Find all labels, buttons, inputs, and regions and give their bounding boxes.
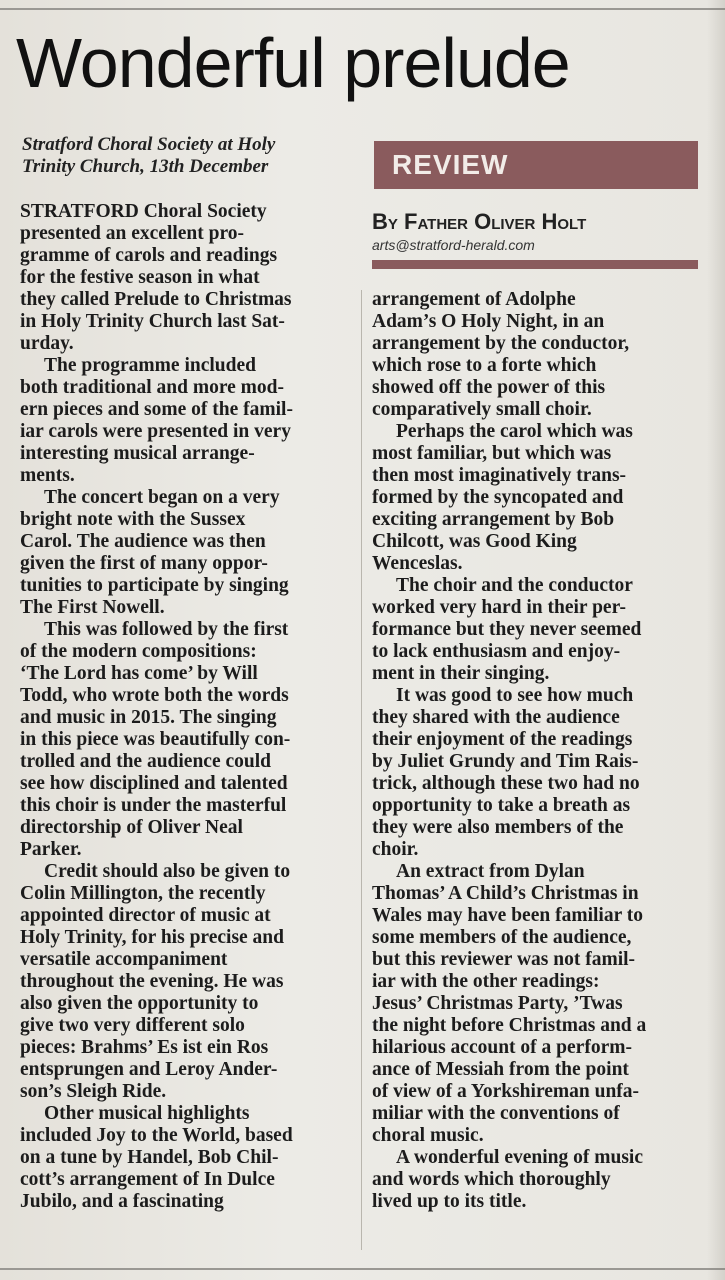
text-line: in this piece was beautifully con- (20, 729, 291, 750)
text-line: and words which thoroughly (372, 1169, 611, 1190)
article-column-left (20, 201, 355, 1213)
text-line: ment in their singing. (372, 663, 550, 684)
text-line: formance but they never seemed (372, 619, 642, 640)
text-line: exciting arrangement by Bob (372, 509, 615, 530)
text-line: the night before Christmas and a (372, 1015, 647, 1036)
text-line: some members of the audience, (372, 927, 632, 948)
text-line: It was good to see how much (396, 685, 634, 706)
text-line: see how disciplined and talented (20, 773, 288, 794)
text-line: Carol. The audience was then (20, 531, 266, 552)
text-line: both traditional and more mod- (20, 377, 284, 398)
text-line: in Holy Trinity Church last Sat- (20, 311, 285, 332)
text-line: interesting musical arrange- (20, 443, 255, 464)
text-line: trolled and the audience could (20, 751, 271, 772)
text-line: showed off the power of this (372, 377, 606, 398)
text-line: Todd, who wrote both the words (20, 685, 289, 706)
text-line: bright note with the Sussex (20, 509, 246, 530)
top-rule (0, 8, 725, 10)
text-line: comparatively small choir. (372, 399, 592, 420)
text-line: their enjoyment of the readings (372, 729, 633, 750)
text-line: son’s Sleigh Ride. (20, 1081, 167, 1102)
text-line: which rose to a forte which (372, 355, 597, 376)
text-line: formed by the syncopated and (372, 487, 624, 508)
text-line: The choir and the conductor (396, 575, 633, 596)
standfirst-line: Stratford Choral Society at Holy (22, 134, 276, 155)
text-line: ‘The Lord has come’ by Will (20, 663, 258, 684)
text-line: tunities to participate by singing (20, 575, 289, 596)
text-line: miliar with the conventions of (372, 1103, 620, 1124)
byline: By Father Oliver Holt (372, 209, 587, 234)
text-line: arrangement of Adolphe (372, 289, 576, 310)
text-line: gramme of carols and readings (20, 245, 278, 266)
text-line: STRATFORD Choral Society (20, 201, 267, 222)
text-line: given the first of many oppor- (20, 553, 268, 574)
text-line: The programme included (44, 355, 256, 376)
text-line: iar carols were presented in very (20, 421, 291, 442)
text-line: Jesus’ Christmas Party, ’Twas (372, 993, 623, 1014)
text-line: lived up to its title. (372, 1191, 527, 1212)
text-line: on a tune by Handel, Bob Chil- (20, 1147, 279, 1168)
text-line: This was followed by the first (44, 619, 289, 640)
text-line: Adam’s O Holy Night, in an (372, 311, 605, 332)
text-line: but this reviewer was not famil- (372, 949, 636, 970)
text-line: for the festive season in what (20, 267, 260, 288)
text-line: presented an excellent pro- (20, 223, 245, 244)
review-label: REVIEW (392, 149, 509, 180)
text-line: give two very different solo (20, 1015, 245, 1036)
text-line: throughout the evening. He was (20, 971, 284, 992)
text-line: of the modern compositions: (20, 641, 257, 662)
text-line: Holy Trinity, for his precise and (20, 927, 285, 948)
text-line: appointed director of music at (20, 905, 271, 926)
text-line: they were also members of the (372, 817, 624, 838)
headline: Wonderful prelude (16, 24, 570, 102)
text-line: ern pieces and some of the famil- (20, 399, 293, 420)
text-line: The First Nowell. (20, 597, 165, 618)
text-line: entsprungen and Leroy Ander- (20, 1059, 278, 1080)
text-line: by Juliet Grundy and Tim Rais- (372, 751, 639, 772)
text-line: this choir is under the masterful (20, 795, 287, 816)
text-line: of view of a Yorkshireman unfa- (372, 1081, 640, 1102)
text-line: Chilcott, was Good King (372, 531, 577, 552)
text-line: Perhaps the carol which was (396, 421, 633, 442)
text-line: then most imaginatively trans- (372, 465, 627, 486)
article-column-right (372, 289, 705, 1213)
text-line: they called Prelude to Christmas (20, 289, 292, 310)
text-line: The concert began on a very (44, 487, 280, 508)
text-line: Wenceslas. (372, 553, 463, 574)
text-line: directorship of Oliver Neal (20, 817, 243, 838)
text-line: iar with the other readings: (372, 971, 600, 992)
text-line: they shared with the audience (372, 707, 620, 728)
text-line: opportunity to take a breath as (372, 795, 631, 816)
text-line: ance of Messiah from the point (372, 1059, 629, 1080)
standfirst-line: Trinity Church, 13th December (22, 156, 269, 177)
text-line: and music in 2015. The singing (20, 707, 277, 728)
bottom-rule (0, 1268, 725, 1270)
text-line: Parker. (20, 839, 82, 860)
text-line: also given the opportunity to (20, 993, 259, 1014)
column-divider (361, 290, 362, 1250)
text-line: most familiar, but which was (372, 443, 612, 464)
text-line: arrangement by the conductor, (372, 333, 630, 354)
text-line: hilarious account of a perform- (372, 1037, 632, 1058)
text-line: versatile accompaniment (20, 949, 228, 970)
text-line: cott’s arrangement of In Dulce (20, 1169, 275, 1190)
review-banner (374, 141, 698, 189)
text-line: choir. (372, 839, 419, 860)
text-line: Jubilo, and a fascinating (20, 1191, 224, 1212)
standfirst (22, 134, 352, 178)
text-line: Credit should also be given to (44, 861, 291, 882)
text-line: A wonderful evening of music (396, 1147, 644, 1168)
text-line: Other musical highlights (44, 1103, 250, 1124)
text-line: Wales may have been familiar to (372, 905, 643, 926)
text-line: trick, although these two had no (372, 773, 640, 794)
text-line: An extract from Dylan (396, 861, 585, 882)
text-line: choral music. (372, 1125, 484, 1146)
byline-rule (372, 260, 698, 269)
byline-email: arts@stratford-herald.com (372, 237, 535, 253)
text-line: ments. (20, 465, 75, 486)
text-line: Thomas’ A Child’s Christmas in (372, 883, 639, 904)
text-line: Colin Millington, the recently (20, 883, 266, 904)
page-edge-shadow (707, 0, 725, 1280)
text-line: to lack enthusiasm and enjoy- (372, 641, 621, 662)
text-line: pieces: Brahms’ Es ist ein Ros (20, 1037, 269, 1058)
text-line: included Joy to the World, based (20, 1125, 293, 1146)
text-line: urday. (20, 333, 74, 354)
text-line: worked very hard in their per- (372, 597, 627, 618)
